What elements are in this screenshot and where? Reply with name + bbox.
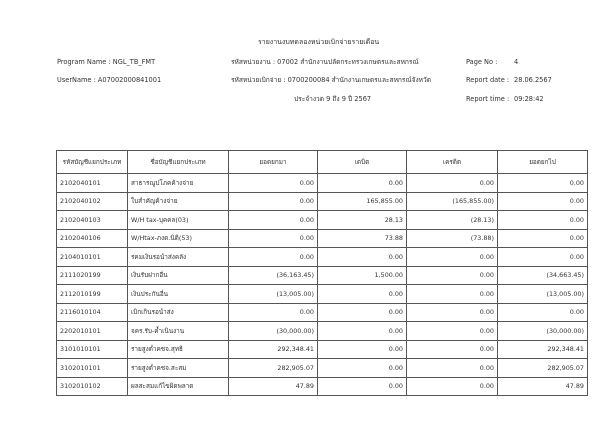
account-name: ใบสำคัญค้างจ่าย	[128, 192, 229, 211]
account-code: 3102010102	[57, 377, 128, 396]
balance-carried: 0.00	[498, 229, 588, 248]
balance-forward: (30,000.00)	[229, 322, 318, 341]
credit-amount: 0.00	[407, 174, 498, 193]
table-row	[57, 322, 588, 341]
balance-carried: 0.00	[498, 174, 588, 193]
report-date-label: Report date :	[466, 76, 510, 84]
credit-amount: 0.00	[407, 322, 498, 341]
table-row	[57, 303, 588, 322]
balance-forward: (36,163.45)	[229, 266, 318, 285]
balance-forward: 47.89	[229, 377, 318, 396]
disbursement-unit: รหัสหน่วยเบิกจ่าย : 0700200084 สำนักงานเกษตรและสหกรณ์จังหวัด	[231, 76, 431, 84]
table-row	[57, 266, 588, 285]
account-name: ผลสะสมแก้ไขผิดพลาด	[128, 377, 229, 396]
debit-amount: 0.00	[318, 174, 407, 193]
table-row	[57, 192, 588, 211]
balance-carried: (30,000.00)	[498, 322, 588, 341]
debit-amount: 1,500.00	[318, 266, 407, 285]
account-name: รายสูงต่ำคชจ.สุทธิ	[128, 340, 229, 359]
agency-code: รหัสหน่วยงาน : 07002 สำนักงานปลัดกระทรวงเกษตรและสหกรณ์	[231, 58, 419, 66]
debit-amount: 165,855.00	[318, 192, 407, 211]
account-code: 2102040103	[57, 211, 128, 230]
table-row	[57, 248, 588, 267]
balance-forward: 0.00	[229, 211, 318, 230]
account-name: W/Htax-ภงด.นิติ(53)	[128, 229, 229, 248]
column-header: ชื่อบัญชีแยกประเภท	[128, 151, 229, 174]
report-period: ประจำงวด 9 ถึง 9 ปี 2567	[294, 95, 372, 103]
table-row	[57, 377, 588, 396]
account-code: 2116010104	[57, 303, 128, 322]
debit-amount: 0.00	[318, 340, 407, 359]
balance-forward: 0.00	[229, 248, 318, 267]
balance-forward: 282,905.07	[229, 359, 318, 378]
account-name: เงินประกันอื่น	[128, 285, 229, 304]
table-body	[57, 174, 588, 396]
report-title: รายงานงบทดลองหน่วยเบิกจ่ายรายเดือน	[258, 38, 380, 46]
credit-amount: 0.00	[407, 359, 498, 378]
balance-carried: (34,663.45)	[498, 266, 588, 285]
debit-amount: 0.00	[318, 285, 407, 304]
balance-carried: 282,905.07	[498, 359, 588, 378]
balance-forward: 0.00	[229, 192, 318, 211]
table-row	[57, 174, 588, 193]
balance-carried: (13,005.00)	[498, 285, 588, 304]
credit-amount: 0.00	[407, 303, 498, 322]
table-header-row	[57, 151, 588, 174]
account-code: 2202010101	[57, 322, 128, 341]
report-time: 09:28:42	[514, 95, 544, 103]
column-header: ยอดยกไป	[498, 151, 588, 174]
trial-balance-table	[56, 150, 588, 396]
column-header: รหัสบัญชีแยกประเภท	[57, 151, 128, 174]
account-name: รคมเงินรอนำส่งคลัง	[128, 248, 229, 267]
column-header: เครดิต	[407, 151, 498, 174]
report-time-label: Report time :	[466, 95, 510, 103]
balance-forward: (13,005.00)	[229, 285, 318, 304]
table-row	[57, 359, 588, 378]
balance-carried: 0.00	[498, 248, 588, 267]
page-number: 4	[514, 58, 519, 66]
table-row	[57, 211, 588, 230]
account-code: 3102010101	[57, 359, 128, 378]
account-code: 2102040101	[57, 174, 128, 193]
account-name: เงินรับฝากอื่น	[128, 266, 229, 285]
account-code: 2104010101	[57, 248, 128, 267]
account-name: เบิกเกินรอนำส่ง	[128, 303, 229, 322]
balance-carried: 292,348.41	[498, 340, 588, 359]
account-code: 2102040106	[57, 229, 128, 248]
report-date: 28.06.2567	[514, 76, 552, 84]
debit-amount: 73.88	[318, 229, 407, 248]
credit-amount: 0.00	[407, 248, 498, 267]
column-header: เดบิต	[318, 151, 407, 174]
credit-amount: 0.00	[407, 266, 498, 285]
debit-amount: 28.13	[318, 211, 407, 230]
credit-amount: (28.13)	[407, 211, 498, 230]
credit-amount: 0.00	[407, 285, 498, 304]
balance-forward: 292,348.41	[229, 340, 318, 359]
credit-amount: (73.88)	[407, 229, 498, 248]
balance-forward: 0.00	[229, 174, 318, 193]
account-name: สาธารณูปโภคค้างจ่าย	[128, 174, 229, 193]
debit-amount: 0.00	[318, 303, 407, 322]
debit-amount: 0.00	[318, 322, 407, 341]
debit-amount: 0.00	[318, 377, 407, 396]
balance-forward: 0.00	[229, 229, 318, 248]
debit-amount: 0.00	[318, 359, 407, 378]
credit-amount: 0.00	[407, 340, 498, 359]
column-header: ยอดยกมา	[229, 151, 318, 174]
credit-amount: (165,855.00)	[407, 192, 498, 211]
user-name: UserName : A07002000841001	[57, 76, 162, 84]
program-name: Program Name : NGL_TB_FMT	[57, 58, 156, 66]
balance-carried: 47.89	[498, 377, 588, 396]
balance-carried: 0.00	[498, 303, 588, 322]
table-row	[57, 340, 588, 359]
balance-forward: 0.00	[229, 303, 318, 322]
balance-carried: 0.00	[498, 211, 588, 230]
table-row	[57, 285, 588, 304]
balance-carried: 0.00	[498, 192, 588, 211]
account-code: 2112010199	[57, 285, 128, 304]
account-name: จคร.รับ-ค้ำเนินงาน	[128, 322, 229, 341]
account-name: W/H tax-บุคคล(03)	[128, 211, 229, 230]
debit-amount: 0.00	[318, 248, 407, 267]
table-row	[57, 229, 588, 248]
account-code: 3101010101	[57, 340, 128, 359]
account-name: รายสูงต่ำคชจ.สะสม	[128, 359, 229, 378]
account-code: 2111020199	[57, 266, 128, 285]
account-code: 2102040102	[57, 192, 128, 211]
page-label: Page No :	[466, 58, 498, 66]
credit-amount: 0.00	[407, 377, 498, 396]
